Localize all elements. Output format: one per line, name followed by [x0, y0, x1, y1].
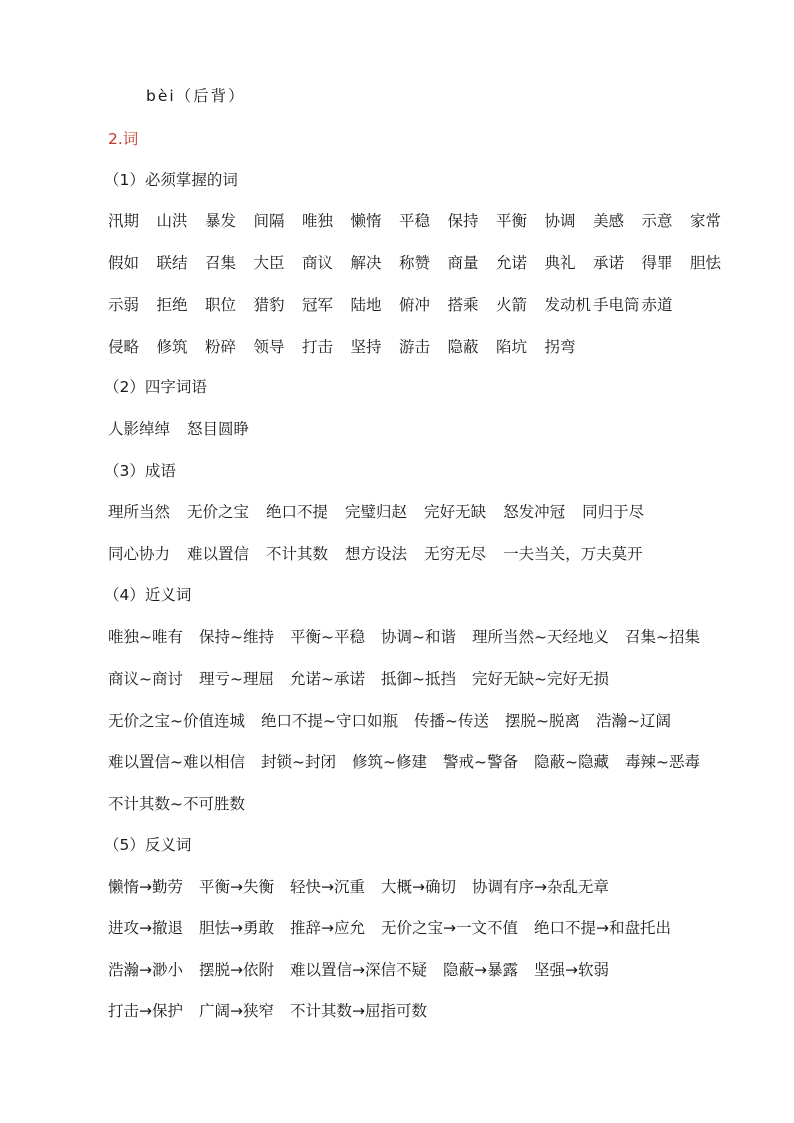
word-item: 侵略 — [108, 338, 140, 356]
word-item: 胆怯→勇敢 — [199, 919, 274, 937]
word-item: 平衡 — [496, 212, 528, 230]
word-item: 间隔 — [253, 212, 285, 230]
s5_rows-row — [108, 960, 754, 980]
word-item: 打击→保护 — [108, 1002, 183, 1020]
word-item: 绝口不提~守口如瓶 — [261, 712, 398, 730]
word-item: 无价之宝 — [187, 503, 250, 521]
word-item: 无价之宝~价值连城 — [108, 712, 245, 730]
word-item: 示意 — [641, 212, 673, 230]
word-item: 难以置信→深信不疑 — [290, 961, 427, 979]
word-item: 同归于尽 — [582, 503, 645, 521]
word-item: 打击 — [302, 338, 334, 356]
word-item: 保持 — [447, 212, 479, 230]
word-item: 大臣 — [253, 254, 285, 272]
word-item: 难以置信 — [187, 545, 250, 563]
s4_rows-row — [108, 669, 754, 689]
s2_rows-row — [108, 419, 754, 439]
word-item: 唯独 — [302, 212, 334, 230]
word-item: 毒辣~恶毒 — [625, 753, 700, 771]
word-item: 美感 — [593, 212, 625, 230]
word-item: 坚强→软弱 — [534, 961, 609, 979]
pinyin-line: bèi（后背） — [146, 87, 246, 105]
word-item: 允诺 — [496, 254, 528, 272]
word-item: 理所当然~天经地义 — [472, 628, 609, 646]
word-item: 陆地 — [350, 296, 382, 314]
word-item: 不计其数 — [266, 545, 329, 563]
word-item: 协调 — [544, 212, 576, 230]
word-item: 无价之宝→一文不值 — [381, 919, 518, 937]
word-item: 拐弯 — [544, 338, 576, 356]
s5_rows-row — [108, 877, 754, 897]
s5_rows-row — [108, 918, 754, 938]
word-item: 懒惰 — [350, 212, 382, 230]
word-item: 想方设法 — [345, 545, 408, 563]
word-item: 大概→确切 — [381, 878, 456, 896]
word-item: 召集~招集 — [625, 628, 700, 646]
word-item: 摆脱→依附 — [199, 961, 274, 979]
word-item: 火箭 — [496, 296, 528, 314]
s2-title: （2）四字词语 — [104, 378, 207, 396]
s1-title: （1）必须掌握的词 — [104, 171, 238, 189]
word-item: 陷坑 — [496, 338, 528, 356]
word-item: 警戒~警备 — [443, 753, 518, 771]
s4_rows-row — [108, 627, 754, 647]
word-item: 平衡~平稳 — [290, 628, 365, 646]
word-item: 轻快→沉重 — [290, 878, 365, 896]
word-item: 不计其数→屈指可数 — [290, 1002, 427, 1020]
word-item: 平稳 — [399, 212, 431, 230]
word-item: 拒绝 — [156, 296, 188, 314]
word-item: 无穷无尽 — [424, 545, 487, 563]
word-item: 暴发 — [205, 212, 237, 230]
word-item: 商议 — [302, 254, 334, 272]
word-item: 解决 — [350, 254, 382, 272]
s5_rows-row — [108, 1001, 754, 1021]
word-item: 完好无缺 — [424, 503, 487, 521]
word-item: 隐蔽~隐藏 — [534, 753, 609, 771]
word-item: 一夫当关，万夫莫开 — [503, 545, 643, 563]
word-item: 得罪 — [641, 254, 673, 272]
word-item: 浩瀚→渺小 — [108, 961, 183, 979]
word-item: 商量 — [447, 254, 479, 272]
word-item: 联结 — [156, 254, 188, 272]
word-item: 同心协力 — [108, 545, 171, 563]
s4_rows-row — [108, 752, 754, 772]
word-item: 浩瀚~辽阔 — [596, 712, 671, 730]
word-item: 不计其数~不可胜数 — [108, 795, 245, 813]
word-item: 抵御~抵挡 — [381, 670, 456, 688]
word-item: 摆脱~脱离 — [505, 712, 580, 730]
word-item: 典礼 — [544, 254, 576, 272]
word-item: 推辞→应允 — [290, 919, 365, 937]
s1_rows-row — [108, 253, 754, 273]
word-item: 懒惰→勤劳 — [108, 878, 183, 896]
word-item: 假如 — [108, 254, 140, 272]
word-item: 修筑~修建 — [352, 753, 427, 771]
word-item: 汛期 — [108, 212, 140, 230]
word-item: 传播~传送 — [414, 712, 489, 730]
word-item: 猎豹 — [253, 296, 285, 314]
s1_rows-row — [108, 337, 754, 357]
s4_rows-row — [108, 794, 754, 814]
word-item: 完好无缺~完好无损 — [472, 670, 609, 688]
word-item: 召集 — [205, 254, 237, 272]
word-item: 保持~维持 — [199, 628, 274, 646]
word-item: 唯独~唯有 — [108, 628, 183, 646]
word-item: 理所当然 — [108, 503, 171, 521]
word-item: 冠军 — [302, 296, 334, 314]
word-item: 承诺 — [593, 254, 625, 272]
word-item: 理亏~理屈 — [199, 670, 274, 688]
word-item: 发动机 — [544, 296, 592, 314]
word-item: 隐蔽 — [447, 338, 479, 356]
s4_rows-row — [108, 711, 754, 731]
word-item: 胆怯 — [690, 254, 722, 272]
s5-title: （5）反义词 — [104, 836, 192, 854]
word-item: 坚持 — [350, 338, 382, 356]
word-item: 绝口不提→和盘托出 — [534, 919, 671, 937]
word-item: 完璧归赵 — [345, 503, 408, 521]
word-item: 允诺~承诺 — [290, 670, 365, 688]
word-item: 手电筒 — [593, 296, 640, 314]
word-item: 协调有序→杂乱无章 — [472, 878, 609, 896]
s1_rows-row — [108, 295, 754, 315]
word-item: 游击 — [399, 338, 431, 356]
word-item: 山洪 — [156, 212, 188, 230]
word-item: 修筑 — [156, 338, 188, 356]
word-item: 商议~商讨 — [108, 670, 183, 688]
word-item: 家常 — [690, 212, 722, 230]
word-item: 粉碎 — [205, 338, 237, 356]
section-heading: 2.词 — [108, 130, 139, 148]
word-item: 领导 — [253, 338, 285, 356]
s4-title: （4）近义词 — [104, 586, 192, 604]
word-item: 示弱 — [108, 296, 140, 314]
s3_rows-row — [108, 502, 754, 522]
word-item: 人影绰绰 — [108, 420, 171, 438]
word-item: 赤道 — [641, 296, 673, 314]
word-item: 协调~和谐 — [381, 628, 456, 646]
word-item: 俯冲 — [399, 296, 431, 314]
word-item: 称赞 — [399, 254, 431, 272]
word-item: 广阔→狭窄 — [199, 1002, 274, 1020]
word-item: 难以置信~难以相信 — [108, 753, 245, 771]
word-item: 怒发冲冠 — [503, 503, 566, 521]
word-item: 搭乘 — [447, 296, 479, 314]
word-item: 进攻→撤退 — [108, 919, 183, 937]
word-item: 隐蔽→暴露 — [443, 961, 518, 979]
s3-title: （3）成语 — [104, 462, 176, 480]
word-item: 职位 — [205, 296, 237, 314]
word-item: 绝口不提 — [266, 503, 329, 521]
s1_rows-row — [108, 211, 754, 231]
word-item: 平衡→失衡 — [199, 878, 274, 896]
s3_rows-row — [108, 544, 754, 564]
word-item: 封锁~封闭 — [261, 753, 336, 771]
word-item: 怒目圆睁 — [187, 420, 250, 438]
